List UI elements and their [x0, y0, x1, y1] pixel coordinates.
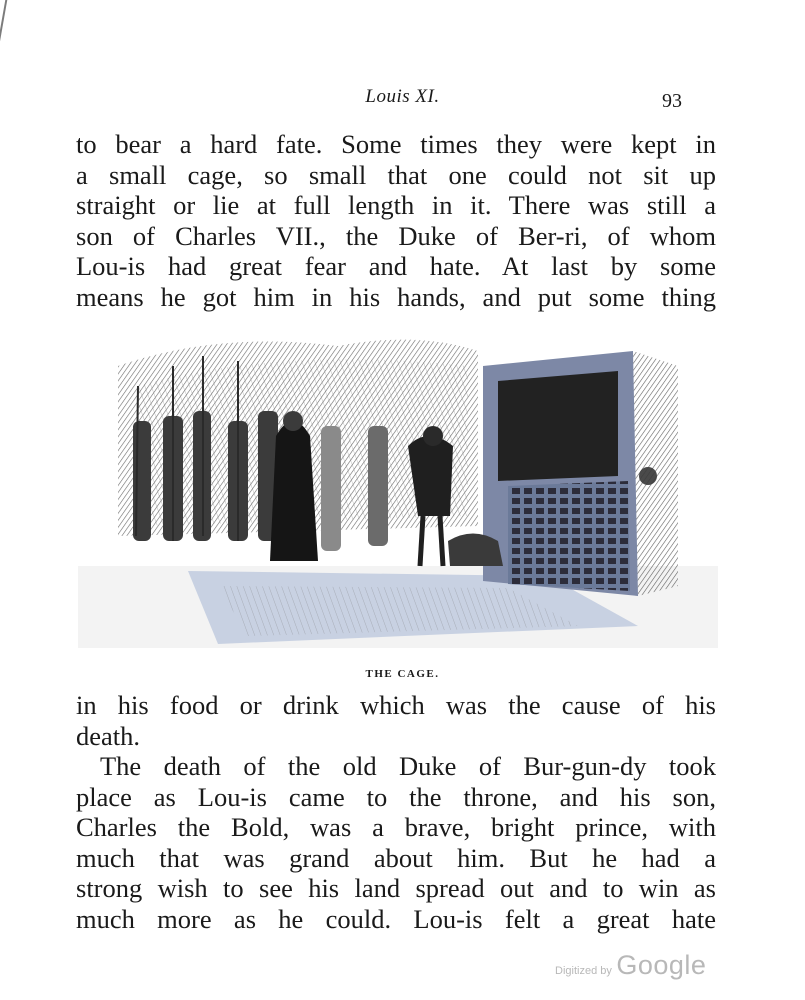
- text-line: to bear a hard fate. Some times they were kept in: [76, 129, 716, 159]
- cage-engraving: [78, 326, 718, 648]
- text-line: strong wish to see his land spread out and to win as: [76, 873, 716, 903]
- figure-caption: THE CAGE.: [365, 668, 440, 680]
- digitized-watermark: [555, 950, 706, 981]
- text-line: The death of the old Duke of Bur-gun-dy took: [100, 751, 716, 781]
- text-line: Lou-is had great fear and hate. At last by some: [76, 251, 716, 281]
- text-line: in his food or drink which was the cause of his: [76, 690, 716, 720]
- text-line: much that was grand about him. But he had a: [76, 842, 716, 873]
- page-edge-mark: [0, 0, 17, 60]
- text-line: son of Charles VII., the Duke of Ber-ri, of whom: [76, 220, 716, 251]
- text-line: much more as he could. Lou-is felt a great hate: [76, 903, 716, 934]
- watermark-prefix: Digitized by: [555, 965, 612, 977]
- page-number: 93: [662, 90, 682, 112]
- paragraph-bottom: [76, 690, 716, 934]
- text-line: means he got him in his hands, and put some thing: [76, 281, 716, 312]
- text-line: straight or lie at full length in it. There was still a: [76, 190, 716, 220]
- running-head: Louis XI.: [365, 86, 440, 107]
- paragraph-top: [76, 129, 716, 312]
- text-line: a small cage, so small that one could not sit up: [76, 159, 716, 190]
- watermark-brand: Google: [616, 950, 707, 980]
- text-line: place as Lou-is came to the throne, and his son,: [76, 781, 716, 812]
- text-line: Charles the Bold, was a brave, bright prince, with: [76, 812, 716, 842]
- text-line: death.: [76, 720, 141, 751]
